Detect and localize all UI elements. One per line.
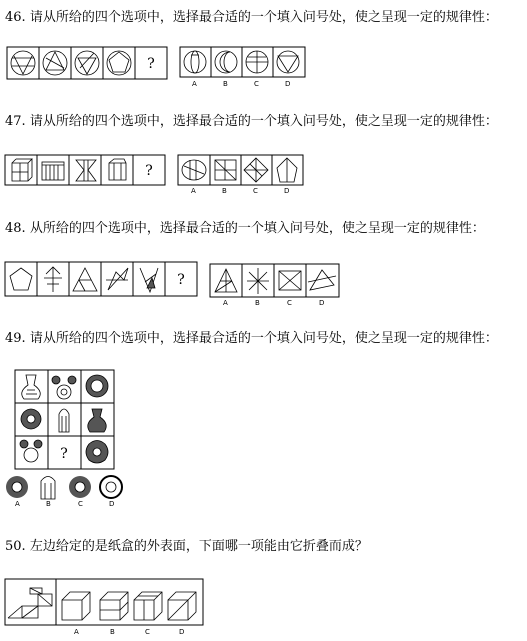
q46-option-a[interactable]: A <box>192 80 197 88</box>
q49-option-b[interactable]: B <box>46 500 51 508</box>
question-46: 46. 请从所给的四个选项中，选择最合适的一个填入问号处，使之呈现一定的规律性： <box>5 10 498 25</box>
q46-option-b[interactable]: B <box>223 80 228 88</box>
q47-option-d[interactable]: D <box>284 187 290 195</box>
q46-option-d[interactable]: D <box>285 80 291 88</box>
question-47: 47. 请从所给的四个选项中，选择最合适的一个填入问号处，使之呈现一定的规律性： <box>5 114 498 129</box>
q48-options <box>210 264 339 297</box>
q46-options <box>180 47 305 77</box>
svg-text:?: ? <box>177 272 185 288</box>
q49-option-a[interactable]: A <box>15 500 20 508</box>
q50-option-a[interactable]: A <box>74 628 79 636</box>
question-49: 49. 请从所给的四个选项中，选择最合适的一个填入问号处，使之呈现一定的规律性： <box>5 331 498 346</box>
svg-text:?: ? <box>147 56 155 72</box>
q47-option-c[interactable]: C <box>253 187 258 195</box>
q47-sequence <box>5 155 165 185</box>
q47-options <box>178 155 303 185</box>
svg-text:?: ? <box>145 163 153 179</box>
question-48: 48. 从所给的四个选项中，选择最合适的一个填入问号处，使之呈现一定的规律性： <box>5 221 485 236</box>
q50-option-b[interactable]: B <box>110 628 115 636</box>
q48-option-c[interactable]: C <box>287 299 292 307</box>
q50-option-c[interactable]: C <box>145 628 150 636</box>
q49-option-c[interactable]: C <box>78 500 83 508</box>
q48-option-b[interactable]: B <box>255 299 260 307</box>
svg-text:?: ? <box>60 446 68 462</box>
q49-options <box>6 476 122 499</box>
q48-sequence <box>5 262 197 296</box>
q50-net-and-cubes <box>5 579 203 625</box>
q47-option-a[interactable]: A <box>191 187 196 195</box>
q49-option-d[interactable]: D <box>109 500 115 508</box>
q48-option-d[interactable]: D <box>319 299 325 307</box>
q49-grid <box>15 370 114 469</box>
q46-option-c[interactable]: C <box>254 80 259 88</box>
q47-option-b[interactable]: B <box>222 187 227 195</box>
q48-option-a[interactable]: A <box>223 299 228 307</box>
question-50: 50. 左边给定的是纸盒的外表面，下面哪一项能由它折叠而成？ <box>5 539 368 554</box>
q46-sequence <box>7 47 167 79</box>
q50-option-d[interactable]: D <box>179 628 185 636</box>
